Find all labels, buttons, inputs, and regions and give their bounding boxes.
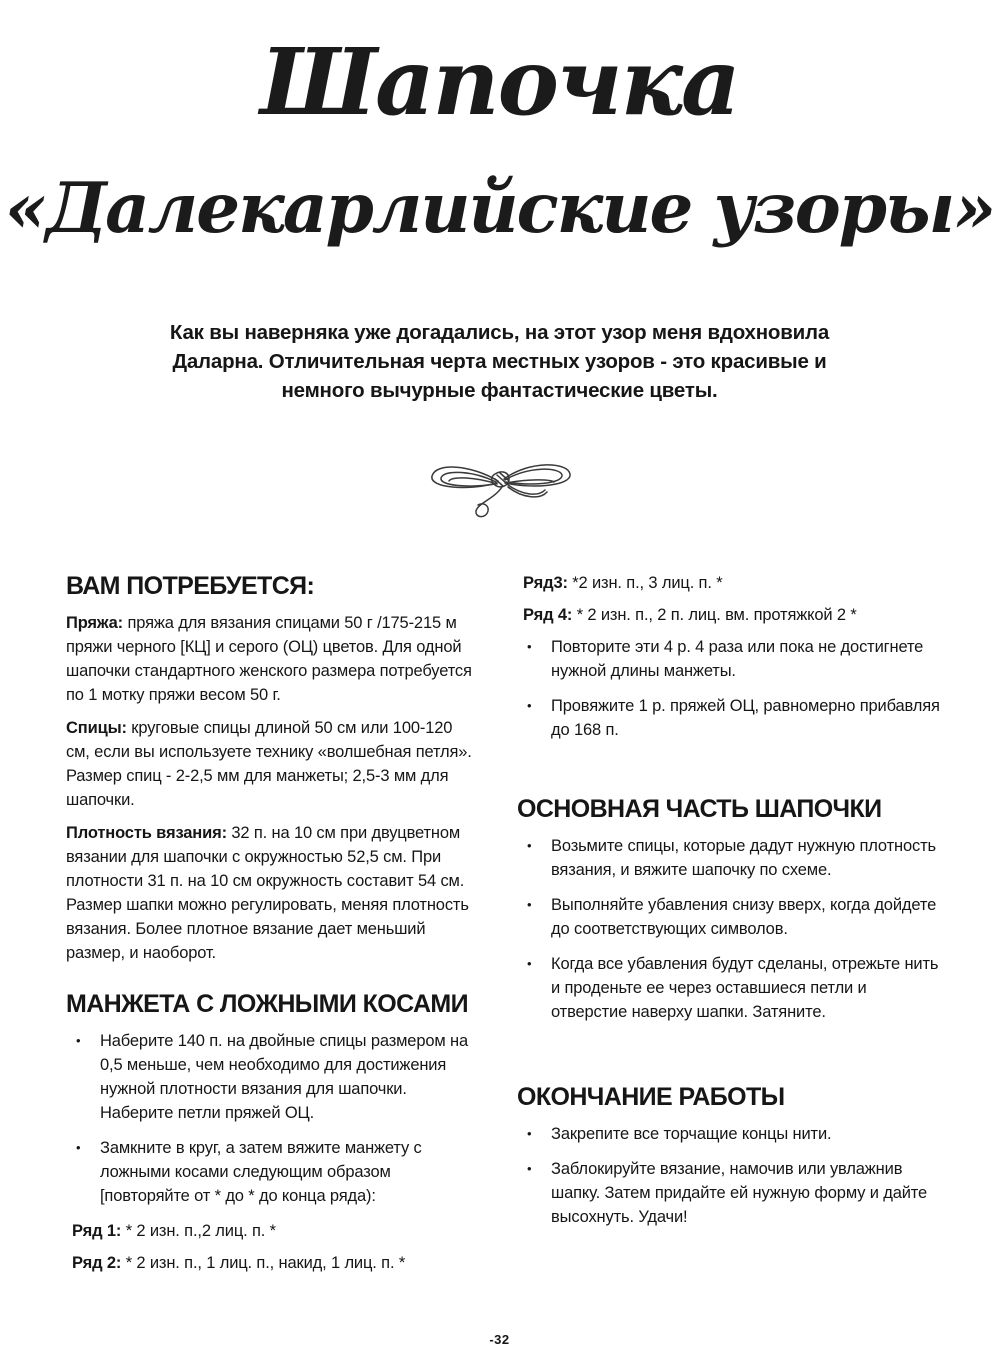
section-heading-you-will-need: ВАМ ПОТРЕБУЕТСЯ:	[66, 572, 315, 600]
pattern-row	[523, 571, 941, 595]
bullet-icon: •	[527, 897, 532, 912]
bullet-icon: •	[527, 1161, 532, 1176]
gauge-paragraph	[66, 821, 475, 965]
page-title-line1: Шапочка	[260, 28, 739, 136]
bullet-icon: •	[76, 1033, 81, 1048]
page-title-line2: «Далекарлийские узоры»	[4, 168, 995, 249]
pattern-row	[523, 603, 941, 627]
bullet-text: Наберите 140 п. на двойные спицы размером на 0,5 меньше, чем необходимо для достижения нужной плотности вязания для шапочки. Наберите петли пряжей ОЦ.	[100, 1032, 469, 1122]
yarn-paragraph	[66, 611, 475, 707]
row-label: Ряд 2:	[72, 1254, 122, 1272]
left-column	[66, 571, 475, 1283]
row-label: Ряд3:	[523, 574, 568, 592]
needles-label: Спицы:	[66, 719, 127, 737]
bow-icon	[416, 439, 584, 527]
bullet-icon: •	[76, 1140, 81, 1155]
section-heading-main-part: ОСНОВНАЯ ЧАСТЬ ШАПОЧКИ	[517, 795, 882, 823]
bullet-text: Выполняйте убавления снизу вверх, когда дойдете до соответствующих символов.	[551, 896, 937, 938]
bullet-icon: •	[527, 956, 532, 971]
pattern-row	[72, 1251, 475, 1275]
row-label: Ряд 4:	[523, 606, 573, 624]
pattern-row	[72, 1219, 475, 1243]
section-heading-cuff: МАНЖЕТА С ЛОЖНЫМИ КОСАМИ	[66, 990, 469, 1018]
list-item	[517, 834, 941, 882]
list-item	[517, 1122, 941, 1146]
intro-paragraph: Как вы наверняка уже догадались, на этот узор меня вдохновила Даларна. Отличительная черта местных узоров - это красивые и немного вычурные фантастические цветы.	[169, 321, 830, 402]
yarn-label: Пряжа:	[66, 614, 124, 632]
page-number: -32	[489, 1332, 510, 1347]
list-item	[517, 694, 941, 742]
bullet-text: Заблокируйте вязание, намочив или увлажнив шапку. Затем придайте ей нужную форму и дайте высохнуть. Удачи!	[551, 1160, 928, 1226]
page-title	[0, 0, 999, 280]
bow-decoration	[0, 439, 999, 527]
bullet-icon: •	[527, 838, 532, 853]
list-item	[66, 1029, 475, 1125]
gauge-label: Плотность вязания:	[66, 824, 227, 842]
yarn-text: пряжа для вязания спицами 50 г /175-215 м пряжи черного [КЦ] и серого (ОЦ) цветов. Для одной шапочки стандартного женского размера потребуется по 1 мотку пряжи весом 50 г.	[66, 614, 472, 704]
bullet-text: Провяжите 1 р. пряжей ОЦ, равномерно прибавляя до 168 п.	[551, 697, 940, 739]
bullet-text: Замкните в круг, а затем вяжите манжету с ложными косами следующим образом [повторяйте от * до * до конца ряда):	[100, 1139, 422, 1205]
row-text: * 2 изн. п., 1 лиц. п., накид, 1 лиц. п. *	[125, 1254, 406, 1272]
list-item	[517, 893, 941, 941]
bullet-icon: •	[527, 639, 532, 654]
gauge-text: 32 п. на 10 см при двуцветном вязании для шапочки с окружностью 52,5 см. При плотности 31 п. на 10 см окружность составит 54 см. Размер шапки можно регулировать, меняя плотность вязания. Более плотное вязание дает меньший размер, и наоборот.	[66, 824, 469, 962]
needles-paragraph	[66, 716, 475, 812]
bullet-text: Когда все убавления будут сделаны, отрежьте нить и проденьте ее через оставшиеся петли и отверстие наверху шапки. Затяните.	[551, 955, 939, 1021]
bullet-text: Закрепите все торчащие концы нити.	[551, 1125, 832, 1143]
needles-text: круговые спицы длиной 50 см или 100-120 см, если вы используете технику «волшебная петля». Размер спиц - 2-2,5 мм для манжеты; 2,5-3 мм для шапочки.	[66, 719, 472, 809]
bullet-icon: •	[527, 698, 532, 713]
right-column	[517, 571, 941, 1240]
bullet-icon: •	[527, 1126, 532, 1141]
row-text: *2 изн. п., 3 лиц. п. *	[572, 574, 723, 592]
list-item	[517, 1157, 941, 1229]
section-heading-finishing: ОКОНЧАНИЕ РАБОТЫ	[517, 1083, 785, 1111]
row-text: * 2 изн. п.,2 лиц. п. *	[125, 1222, 276, 1240]
row-label: Ряд 1:	[72, 1222, 122, 1240]
row-text: * 2 изн. п., 2 п. лиц. вм. протяжкой 2 *	[576, 606, 857, 624]
bullet-text: Возьмите спицы, которые дадут нужную плотность вязания, и вяжите шапочку по схеме.	[551, 837, 936, 879]
list-item	[66, 1136, 475, 1208]
content-columns	[66, 571, 941, 1283]
bullet-text: Повторите эти 4 р. 4 раза или пока не достигнете нужной длины манжеты.	[551, 638, 924, 680]
list-item	[517, 952, 941, 1024]
list-item	[517, 635, 941, 683]
